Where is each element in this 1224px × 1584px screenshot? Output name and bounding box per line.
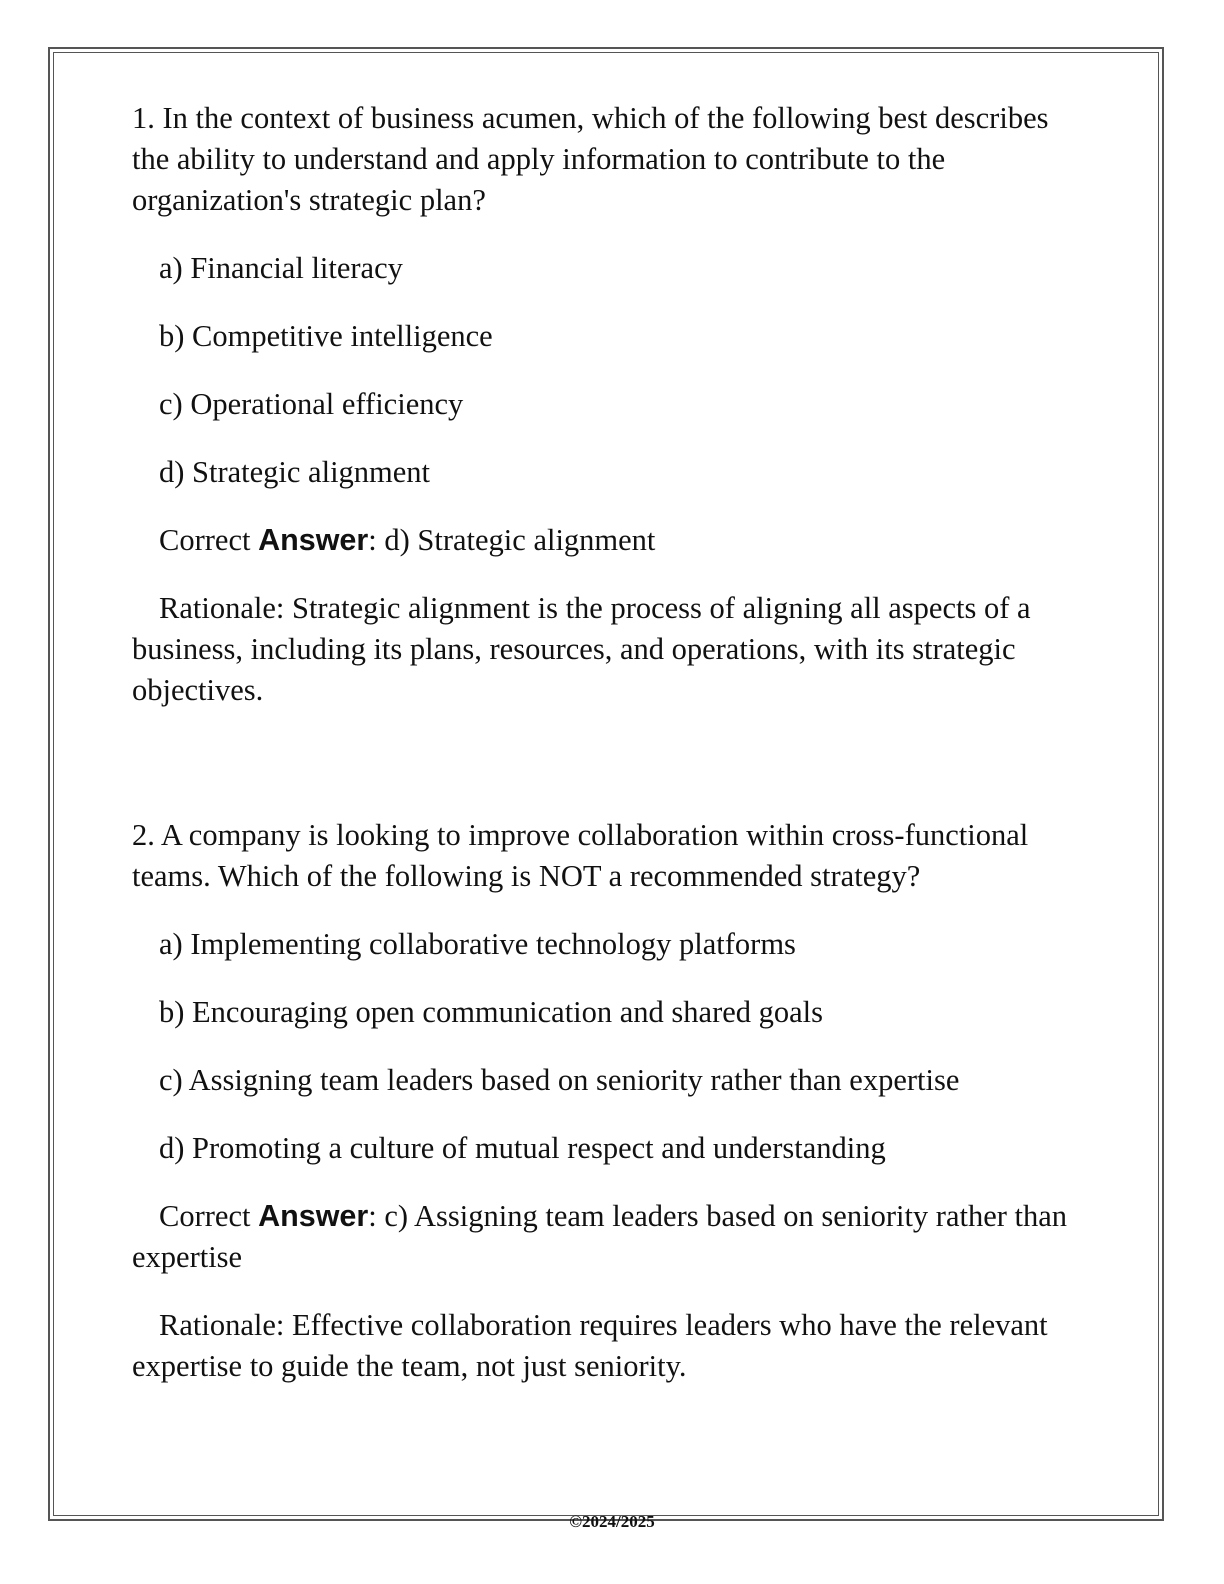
copyright-footer: ©2024/2025 — [569, 1512, 655, 1531]
question-text: 1. In the context of business acumen, which of the following best describes the ability to understand and apply information to contribute to the organization's strategic plan? — [132, 101, 1049, 217]
answer-prefix: Correct — [159, 1199, 259, 1233]
option-d: d) Strategic alignment — [159, 455, 431, 489]
correct-answer — [132, 1196, 1092, 1278]
option-a: a) Financial literacy — [159, 251, 403, 285]
option-b: b) Encouraging open communication and shared goals — [159, 995, 824, 1029]
answer-label: Answer — [258, 523, 369, 557]
question-spacer — [132, 738, 1092, 815]
answer-label: Answer — [258, 1199, 369, 1233]
answer-value: : d) Strategic alignment — [368, 523, 656, 557]
correct-answer — [132, 520, 1092, 561]
question-2 — [132, 815, 1092, 1387]
document-content — [132, 98, 1092, 1414]
option-b: b) Competitive intelligence — [159, 319, 493, 353]
option-c: c) Operational efficiency — [159, 387, 464, 421]
rationale: Rationale: Effective collaboration requires leaders who have the relevant expertise to guide the team, not just seniority. — [132, 1308, 1048, 1383]
question-1 — [132, 98, 1092, 711]
answer-value: : c) Assigning team leaders based on seniority rather than expertise — [132, 1199, 1068, 1274]
option-c: c) Assigning team leaders based on seniority rather than expertise — [159, 1063, 960, 1097]
rationale: Rationale: Strategic alignment is the process of aligning all aspects of a business, including its plans, resources, and operations, with its strategic objectives. — [132, 591, 1031, 707]
option-a: a) Implementing collaborative technology platforms — [159, 927, 796, 961]
question-text: 2. A company is looking to improve collaboration within cross-functional teams. Which of the following is NOT a recommended strategy? — [132, 818, 1029, 893]
answer-prefix: Correct — [159, 523, 259, 557]
option-d: d) Promoting a culture of mutual respect and understanding — [159, 1131, 886, 1165]
